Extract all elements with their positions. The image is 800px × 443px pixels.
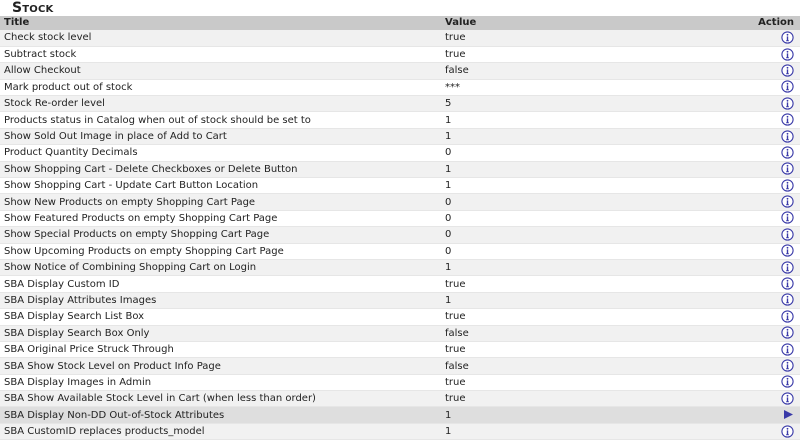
table-row[interactable] — [0, 407, 800, 423]
info-icon[interactable] — [781, 392, 794, 405]
info-icon[interactable] — [781, 146, 794, 159]
row-value: 0 — [445, 245, 452, 257]
row-title: Stock Re-order level — [4, 98, 105, 110]
row-value: true — [445, 49, 466, 61]
row-value: false — [445, 327, 469, 339]
info-icon[interactable] — [781, 359, 794, 372]
row-action — [741, 292, 800, 308]
table-row[interactable] — [0, 128, 800, 144]
row-title: Allow Checkout — [4, 65, 81, 77]
table-header-row — [0, 16, 800, 30]
table-row[interactable] — [0, 292, 800, 308]
row-value: 1 — [445, 163, 452, 175]
configuration-table — [0, 16, 800, 440]
row-value: 1 — [445, 131, 452, 143]
column-header-title: Title — [4, 17, 30, 28]
info-icon[interactable] — [781, 195, 794, 208]
table-row[interactable] — [0, 46, 800, 62]
info-icon[interactable] — [781, 113, 794, 126]
row-value: 0 — [445, 212, 452, 224]
row-title: SBA Display Images in Admin — [4, 376, 152, 388]
info-icon[interactable] — [781, 261, 794, 274]
info-icon[interactable] — [781, 326, 794, 339]
info-icon[interactable] — [781, 310, 794, 323]
row-action — [741, 46, 800, 62]
row-title: Show Upcoming Products on empty Shopping Cart Page — [4, 245, 284, 257]
info-icon[interactable] — [781, 293, 794, 306]
row-title: Show Sold Out Image in place of Add to Cart — [4, 131, 227, 143]
table-row[interactable] — [0, 63, 800, 79]
info-icon[interactable] — [781, 375, 794, 388]
row-title: SBA Display Custom ID — [4, 278, 120, 290]
table-row[interactable] — [0, 30, 800, 46]
table-row[interactable] — [0, 243, 800, 259]
row-title: Mark product out of stock — [4, 81, 133, 93]
row-action — [741, 128, 800, 144]
table-row[interactable] — [0, 96, 800, 112]
row-action — [741, 178, 800, 194]
table-row[interactable] — [0, 161, 800, 177]
row-title: Show Notice of Combining Shopping Cart on Login — [4, 262, 257, 274]
table-row[interactable] — [0, 309, 800, 325]
row-value: 5 — [445, 98, 452, 110]
row-action — [741, 194, 800, 210]
table-row[interactable] — [0, 178, 800, 194]
row-title: SBA Show Stock Level on Product Info Page — [4, 360, 221, 372]
row-value: 1 — [445, 426, 452, 438]
info-icon[interactable] — [781, 48, 794, 61]
info-icon[interactable] — [781, 277, 794, 290]
info-icon[interactable] — [781, 97, 794, 110]
row-title: Show Special Products on empty Shopping Cart Page — [4, 229, 270, 241]
table-row[interactable] — [0, 341, 800, 357]
row-value: true — [445, 344, 466, 356]
row-value: 0 — [445, 147, 452, 159]
row-title: SBA Show Available Stock Level in Cart (when less than order) — [4, 393, 316, 405]
row-action — [741, 276, 800, 292]
table-row[interactable] — [0, 194, 800, 210]
table-row[interactable] — [0, 112, 800, 128]
info-icon[interactable] — [781, 425, 794, 438]
row-action — [741, 309, 800, 325]
table-row[interactable] — [0, 325, 800, 341]
row-action — [741, 161, 800, 177]
row-title: Show Featured Products on empty Shopping Cart Page — [4, 212, 278, 224]
row-title: Products status in Catalog when out of stock should be set to — [4, 114, 311, 126]
row-title: Show Shopping Cart - Update Cart Button Location — [4, 180, 259, 192]
row-value: 1 — [445, 114, 452, 126]
info-icon[interactable] — [781, 130, 794, 143]
table-row[interactable] — [0, 145, 800, 161]
row-action — [741, 243, 800, 259]
table-row[interactable] — [0, 276, 800, 292]
row-value: 1 — [445, 294, 452, 306]
row-title: Show Shopping Cart - Delete Checkboxes or Delete Button — [4, 163, 298, 175]
row-title: SBA Display Search Box Only — [4, 327, 150, 339]
row-action — [741, 407, 800, 423]
selected-arrow-icon[interactable] — [783, 409, 794, 420]
info-icon[interactable] — [781, 80, 794, 93]
table-row[interactable] — [0, 374, 800, 390]
row-value: 1 — [445, 180, 452, 192]
table-row[interactable] — [0, 358, 800, 374]
row-action — [741, 30, 800, 46]
table-row[interactable] — [0, 391, 800, 407]
row-title: Check stock level — [4, 32, 92, 44]
row-title: SBA Display Search List Box — [4, 311, 145, 323]
row-value: 0 — [445, 229, 452, 241]
row-value: true — [445, 32, 466, 44]
row-action — [741, 112, 800, 128]
row-action — [741, 341, 800, 357]
row-title: Show New Products on empty Shopping Cart Page — [4, 196, 256, 208]
column-header-value: Value — [445, 17, 477, 28]
table-row[interactable] — [0, 79, 800, 95]
row-title: SBA CustomID replaces products_model — [4, 426, 205, 438]
row-value: true — [445, 393, 466, 405]
table-row[interactable] — [0, 423, 800, 439]
column-header-action: Action — [758, 17, 794, 28]
row-value: 0 — [445, 196, 452, 208]
info-icon[interactable] — [781, 228, 794, 241]
row-action — [741, 259, 800, 275]
info-icon[interactable] — [781, 211, 794, 224]
row-action — [741, 96, 800, 112]
row-value: 1 — [445, 409, 452, 421]
row-action — [741, 391, 800, 407]
row-action — [741, 358, 800, 374]
table-row[interactable] — [0, 210, 800, 226]
row-value: true — [445, 376, 466, 388]
row-title: Product Quantity Decimals — [4, 147, 138, 159]
row-value: false — [445, 360, 469, 372]
info-icon[interactable] — [781, 162, 794, 175]
row-value: 1 — [445, 262, 452, 274]
table-row[interactable] — [0, 227, 800, 243]
table-row[interactable] — [0, 259, 800, 275]
row-value: true — [445, 311, 466, 323]
row-action — [741, 63, 800, 79]
row-action — [741, 423, 800, 439]
row-title: SBA Display Attributes Images — [4, 294, 157, 306]
row-title: Subtract stock — [4, 49, 77, 61]
row-action — [741, 325, 800, 341]
info-icon[interactable] — [781, 64, 794, 77]
row-value: *** — [445, 81, 460, 93]
row-action — [741, 79, 800, 95]
info-icon[interactable] — [781, 179, 794, 192]
row-title: SBA Display Non-DD Out-of-Stock Attributes — [4, 409, 225, 421]
row-action — [741, 227, 800, 243]
info-icon[interactable] — [781, 31, 794, 44]
row-value: true — [445, 278, 466, 290]
row-title: SBA Original Price Struck Through — [4, 344, 174, 356]
row-action — [741, 145, 800, 161]
row-value: false — [445, 65, 469, 77]
row-action — [741, 210, 800, 226]
page-title: Stock — [12, 0, 54, 16]
row-action — [741, 374, 800, 390]
info-icon[interactable] — [781, 343, 794, 356]
info-icon[interactable] — [781, 244, 794, 257]
